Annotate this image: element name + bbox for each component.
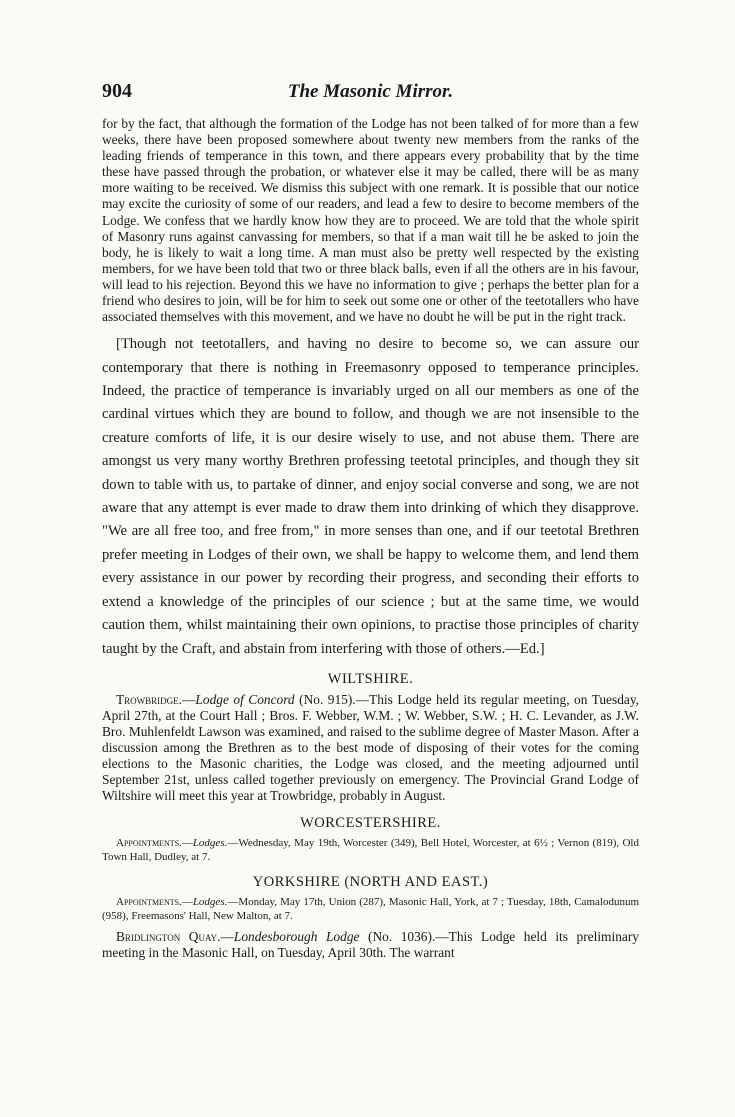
lodges-label: Lodges. (192, 895, 228, 908)
section-heading-worcestershire: WORCESTERSHIRE. (300, 814, 441, 831)
appointments-text: —Wednesday, May 19th, Worcester (349), Bell Hotel, Worcester, at 6½ ; Vernon (819), Old Town Hall, Dudley, at 7. (102, 836, 639, 863)
lodges-label: Lodges. (192, 836, 228, 849)
lodge-name: Londesborough Lodge (233, 928, 360, 944)
section-heading-yorkshire: YORKSHIRE (NORTH AND EAST.) (252, 873, 489, 890)
article-body (102, 116, 639, 961)
report-text: (No. 1036).—This Lodge held its preliminary meeting in the Masonic Hall, on Tuesday, April 30th. The warrant (102, 928, 639, 960)
lodge-name: Lodge of Concord (195, 691, 295, 707)
place-name: Bridlington Quay. (116, 928, 221, 944)
place-name: Trowbridge. (116, 691, 183, 707)
page-header (102, 80, 639, 104)
report-text: (No. 915).—This Lodge held its regular meeting, on Tuesday, April 27th, at the Court Hall ; Bros. F. Webber, W.M. ; W. Webber, S.W. ; H. C. Levander, as J.W. Bro. Muhlenfeldt Lawson was examined, and raised to the sublime degree of Master Mason. After a discussion among the Brethren as to the best mode of disposing of their votes for the coming elections to the Masonic charities, the Lodge was closed, and the meeting adjourned until September 21st, unless called together previously on emergency. The Provincial Grand Lodge of Wiltshire will meet this year at Trowbridge, probably in August. (102, 691, 639, 804)
wiltshire-report: Trowbridge.—Lodge of Concord (No. 915).—This Lodge held its regular meeting, on Tuesday, April 27th, at the Court Hall ; Bros. F. Webber, W.M. ; W. Webber, S.W. ; H. C. Levander, as J.W. Bro. Muhlenfeldt Lawson was examined, and raised to the sublime degree of Master Mason. After a discussion among the Brethren as to the best mode of disposing of their votes for the coming elections to the Masonic charities, the Lodge was closed, and the meeting adjourned until September 21st, unless called together previously on emergency. The Provincial Grand Lodge of Wiltshire will meet this year at Trowbridge, probably in August. (102, 691, 639, 804)
running-title: The Masonic Mirror. (287, 81, 454, 102)
appointments-label: Appointments. (116, 895, 182, 908)
paragraph-temperance-lodge: for by the fact, that although the formation of the Lodge has not been talked of for more than a few weeks, there have been proposed somewhere about twenty new members from the ranks of the leading friends of temperance in this town, and there appears every probability that by the time these have passed through the probation, or whatever else it may be called, there will be as many more waiting to be received. We dismiss this subject with one remark. It is possible that our notice may excite the curiosity of some of our readers, and lead a few to desire to become members of the Lodge. We confess that we hardly know how they are to proceed. We are told that the whole spirit of Masonry runs against canvassing for members, so that if a man wait till he be asked to join the body, he is likely to wait a long time. A man must also be pretty well respected by the existing members, for we have been told that two or three black balls, even if all the others are in his favour, will lead to his rejection. Beyond this we have no information to give ; perhaps the better plan for a friend who desires to join, will be for him to seek out some one or other of the teetotallers who have associated themselves with this movement, and we have no doubt he will be put in the right track. (102, 116, 639, 325)
editor-note: [Though not teetotallers, and having no desire to become so, we can assure our contemporary that there is nothing in Freemasonry opposed to temperance principles. Indeed, the practice of temperance is invariably urged on all our members as one of the cardinal virtues which they are bound to follow, and though we are not insensible to the creature comforts of life, it is our desire wisely to use, and not abuse them. There are amongst us very many worthy Brethren professing teetotal principles, and though they sit down to table with us, to partake of dinner, and enjoy social converse and song, we are not aware that any attempt is ever made to draw them into drinking of which they disapprove. "We are all free too, and free from," in more senses than one, and if our teetotal Brethren prefer meeting in Lodges of their own, we shall be happy to welcome them, and lend them every assistance in our power by recording their progress, and seconding their efforts to extend a knowledge of the principles of our science ; but at the same time, we would caution them, whilst maintaining their own opinions, to practise those principles of charity taught by the Craft, and abstain from interfering with those of others.—Ed.] (102, 336, 639, 657)
worcestershire-appointments: Appointments.—Lodges.—Wednesday, May 19th, Worcester (349), Bell Hotel, Worcester, at 6½ ; Vernon (819), Old Town Hall, Dudley, at 7. (102, 836, 639, 863)
appointments-label: Appointments. (116, 836, 182, 849)
appointments-text: —Monday, May 17th, Union (287), Masonic Hall, York, at 7 ; Tuesday, 18th, Camalodunum (958), Freemasons' Hall, New Malton, at 7. (102, 895, 639, 922)
yorkshire-appointments: Appointments.—Lodges.—Monday, May 17th, Union (287), Masonic Hall, York, at 7 ; Tuesday, 18th, Camalodunum (958), Freemasons' Hall, New Malton, at 7. (102, 895, 639, 922)
section-heading-wiltshire: WILTSHIRE. (327, 670, 414, 687)
page-number: 904 (102, 80, 132, 102)
yorkshire-report: Bridlington Quay.—Londesborough Lodge (No. 1036).—This Lodge held its preliminary meeting in the Masonic Hall, on Tuesday, April 30th. The warrant (102, 928, 639, 960)
